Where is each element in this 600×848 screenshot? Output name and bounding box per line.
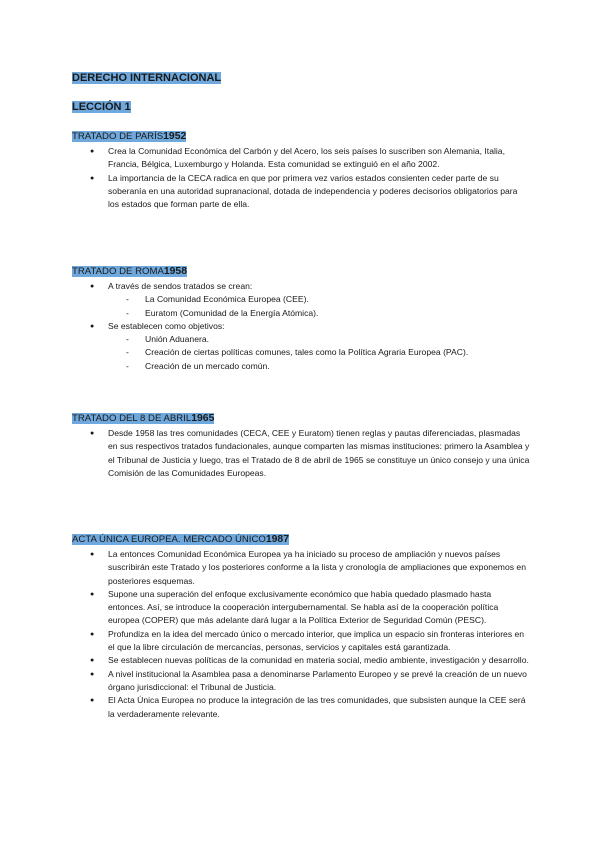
- section-year: 1987: [265, 534, 289, 545]
- list-item: ● Se establecen como objetivos: - Unión Aduanera. - Creación de ciertas políticas comunes, tales como la Política Agraria Europea (PAC). - Creación de un mercado común.: [90, 320, 530, 373]
- list-item: ● Se establecen nuevas políticas de la comunidad en materia social, medio ambiente, investigación y desarrollo.: [90, 654, 530, 667]
- section-year: 1952: [163, 131, 187, 142]
- list-item: ● La importancia de la CECA radica en que por primera vez varios estados consienten ceder parte de su soberanía en una autoridad supranacional, dotada de independencia y poderes decisorios obligatorios para los estados que forman parte de ella.: [90, 172, 530, 212]
- list-item: ● A nivel institucional la Asamblea pasa a denominarse Parlamento Europeo y se prevé la creación de un nuevo órgano jurisdiccional: el Tribunal de Justicia.: [90, 668, 530, 695]
- section-heading-roma: TRATADO DE ROMA1958: [72, 266, 187, 277]
- sub-list-item: - Unión Aduanera.: [108, 333, 530, 346]
- list-item: ● Profundiza en la idea del mercado único o mercado interior, que implica un espacio sin fronteras interiores en el que la libre circulación de mercancías, personas, servicios y capitales está garantizada.: [90, 628, 530, 655]
- sub-list-item: - La Comunidad Económica Europea (CEE).: [108, 293, 530, 306]
- sub-list-item: - Creación de ciertas políticas comunes, tales como la Política Agraria Europea (PAC).: [108, 346, 530, 359]
- sub-list: [108, 333, 530, 373]
- section-year: 1958: [163, 266, 187, 277]
- list-item: ● Supone una superación del enfoque exclusivamente económico que había quedado plasmado hasta entonces. Así, se introduce la cooperación intergubernamental. Se habla así de la cooperación política europea (COPER) que más adelante dará lugar a la Política Exterior de Seguridad Común (PESC).: [90, 588, 530, 628]
- section-list-acta-unica: [90, 548, 530, 721]
- list-item: ● La entonces Comunidad Económica Europea ya ha iniciado su proceso de ampliación y nuevos países suscribirán este Tratado y los posteriores conforme a la lista y cronología de ampliaciones que exponemos en posteriores esquemas.: [90, 548, 530, 588]
- section-heading-paris: TRATADO DE PARÍS1952: [72, 131, 187, 142]
- list-item: ● Crea la Comunidad Económica del Carbón y del Acero, los seis países lo suscriben son Alemania, Italia, Francia, Bélgica, Luxemburgo y Holanda. Esta comunidad se extinguió en el año 2002.: [90, 145, 530, 172]
- section-heading-acta-unica: ACTA ÚNICA EUROPEA. MERCADO ÚNICO1987: [72, 534, 289, 545]
- sub-list: [108, 293, 530, 320]
- list-item: ● A través de sendos tratados se crean: - La Comunidad Económica Europea (CEE). - Euratom (Comunidad de la Energía Atómica).: [90, 280, 530, 320]
- section-list-roma: [90, 280, 530, 373]
- sub-list-item: - Creación de un mercado común.: [108, 360, 530, 373]
- document-title: DERECHO INTERNACIONAL: [72, 72, 222, 84]
- section-list-1965: [90, 427, 530, 480]
- sub-list-item: - Euratom (Comunidad de la Energía Atómica).: [108, 307, 530, 320]
- section-list-paris: [90, 145, 530, 211]
- section-heading-1965: TRATADO DEL 8 DE ABRIL1965: [72, 413, 215, 424]
- lesson-title: LECCIÓN 1: [72, 101, 131, 113]
- list-item: ● Desde 1958 las tres comunidades (CECA, CEE y Euratom) tienen reglas y pautas diferenciadas, plasmadas en sus respectivos tratados fundacionales, aunque comparten las mismas instituciones: primero la Asamblea y el Tribunal de Justicia y luego, tras el Tratado de 8 de abril de 1965 se constituye un único consejo y una única Comisión de las Comunidades Europeas.: [90, 427, 530, 480]
- list-item: ● El Acta Única Europea no produce la integración de las tres comunidades, que subsisten aunque la CEE será la verdaderamente relevante.: [90, 694, 530, 721]
- section-year: 1965: [191, 413, 215, 424]
